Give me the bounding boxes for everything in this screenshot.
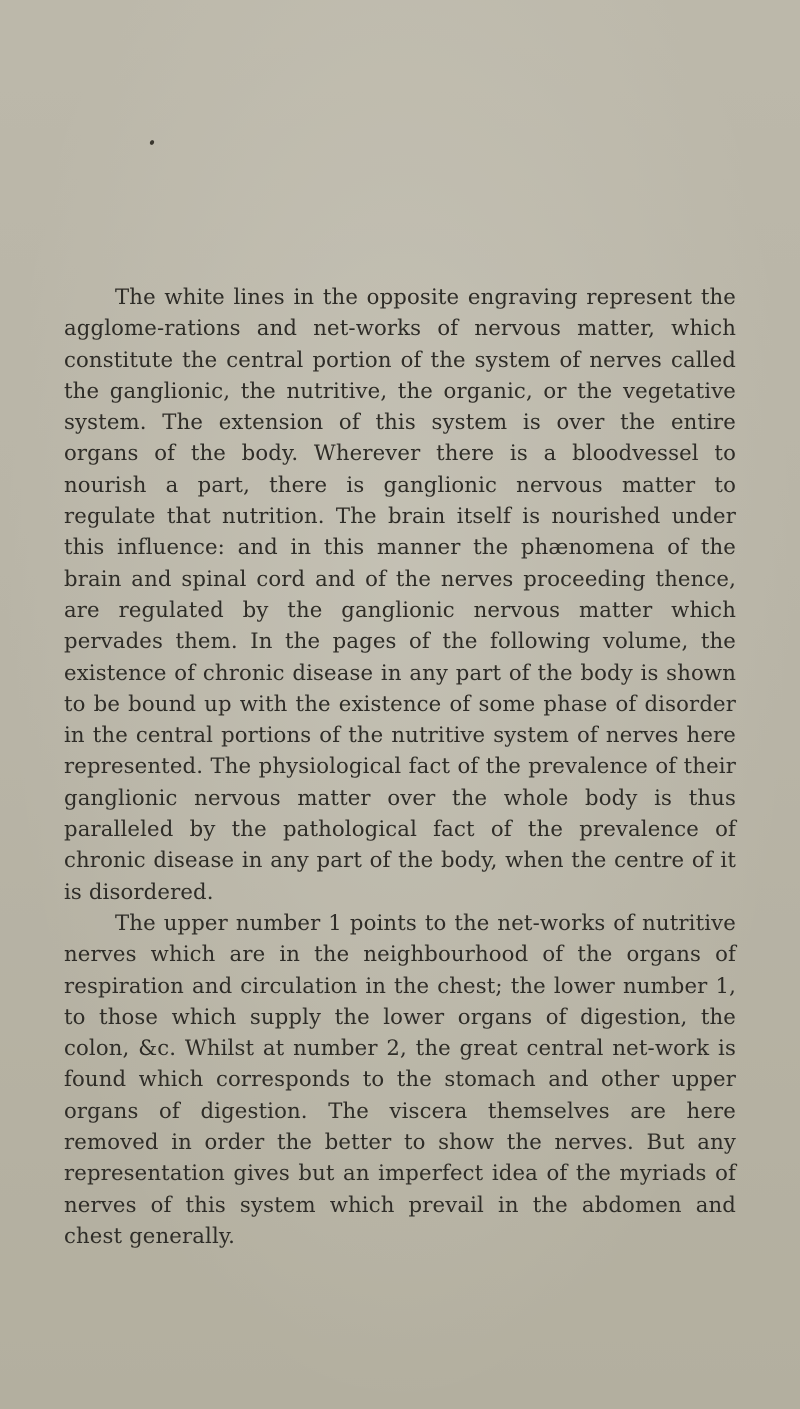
ink-speck [149, 139, 155, 145]
paragraph-2: The upper number 1 points to the net-works of nutritive nerves which are in the neighbourhood of the organs of respiration and circulation in the chest; the lower number 1, to those which supply the lower organs of digestion, the colon, &c. Whilst at number 2, the great central net-work is found which corresponds to the stomach and other upper organs of digestion. The viscera themselves are here removed in order the better to show the nerves. But any representation gives but an imperfect idea of the myriads of nerves of this system which prevail in the abdomen and chest generally. [64, 909, 736, 1248]
paragraph-1: The white lines in the opposite engraving represent the agglome-rations and net-works of nervous matter, which constitute the central portion of the system of nerves called the ganglionic, the nutritive, the organic, or the vegetative system. The extension of this system is over the entire organs of the body. Wherever there is a bloodvessel to nourish a part, there is ganglionic nervous matter to regulate that nutrition. The brain itself is nourished under this influence: and in this manner the phænomena of the brain and spinal cord and of the nerves proceeding thence, are regulated by the ganglionic nervous matter which pervades them. In the pages of the following volume, the existence of chronic disease in any part of the body is shown to be bound up with the existence of some phase of disorder in the central portions of the nutritive system of nerves here represented. The physiological fact of the prevalence of their ganglionic nervous matter over the whole body is thus paralleled by the pathological fact of the prevalence of chronic disease in any part of the body, when the centre of it is disordered. [64, 284, 736, 904]
body-text [64, 281, 736, 1251]
